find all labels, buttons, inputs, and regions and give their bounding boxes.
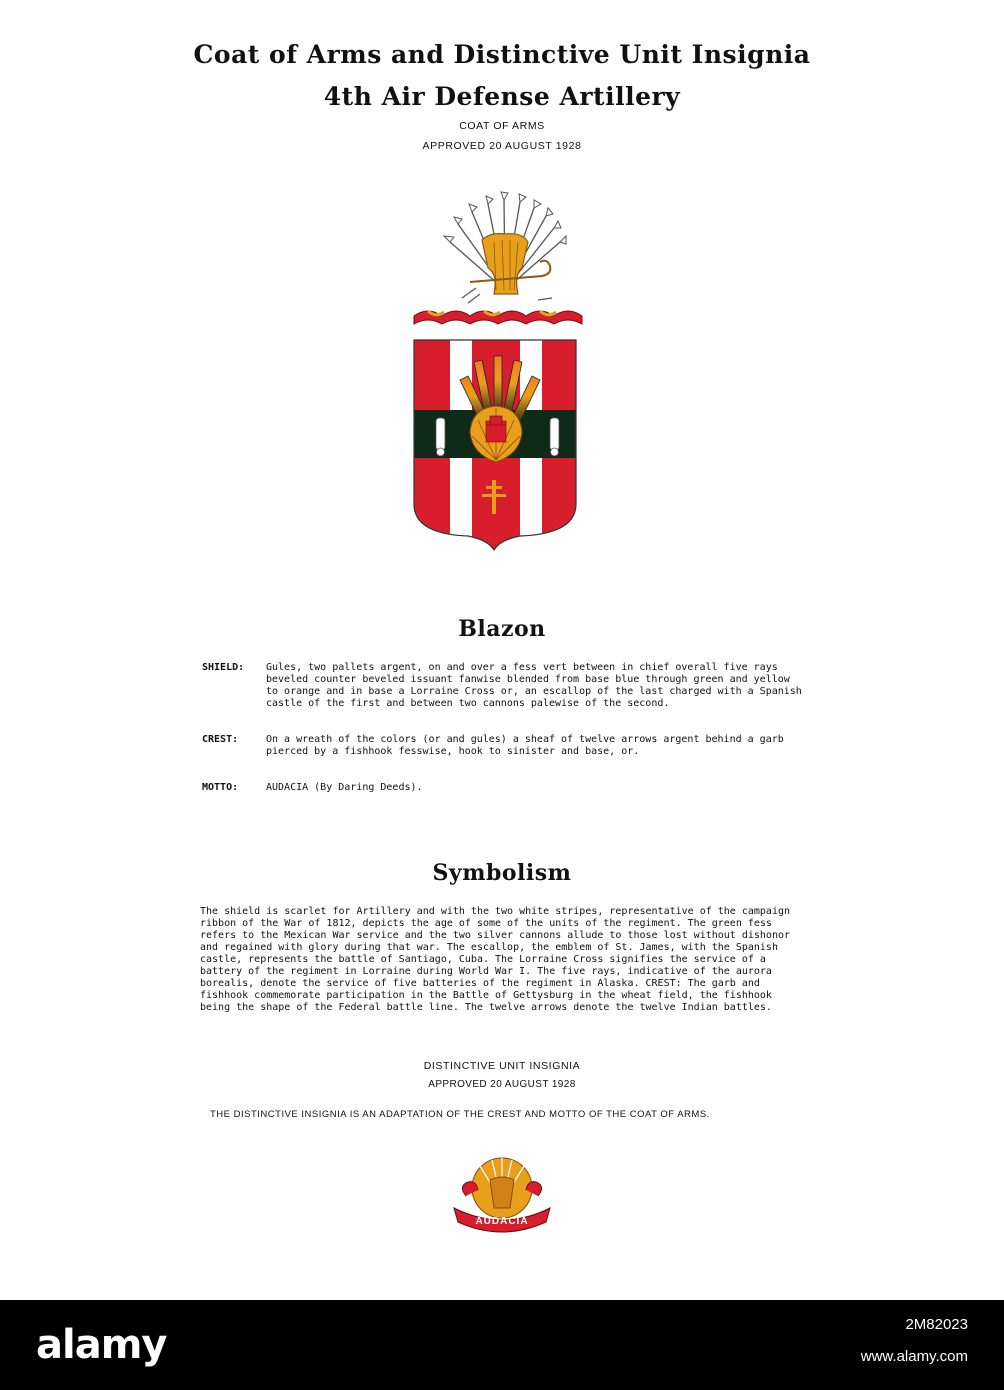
symbolism-heading: Symbolism [432, 860, 572, 886]
approval-date: APPROVED 20 AUGUST 1928 [422, 140, 582, 152]
insignia-illustration [446, 1150, 558, 1236]
cannon-right [550, 418, 559, 456]
symbolism-text: The shield is scarlet for Artillery and with the two white stripes, representative of the campaign ribbon of the War of 1812, depicts the age of some of the units of the regiment. The green fess refers to the Mexican War service and the two silver cannons allude to those lost without dishonor and regained with glory during that war. The escallop, the emblem of St. James, with the Spanish castle, represents the battle of Santiago, Cuba. The Lorraine Cross signifies the service of a battery of the regiment in Lorraine during World War I. The five rays, indicative of the aurora borealis, denote the service of five batteries of the regiment in Alaska. CREST: The garb and fishhook commemorate participation in the Battle of Gettysburg in the wheat field, the fishhook being the shape of the Federal battle line. The twelve arrows denote the twelve Indian battles. [200, 906, 791, 1013]
cannon-left [436, 418, 445, 456]
dui-approval-date: APPROVED 20 AUGUST 1928 [428, 1079, 576, 1090]
brand-logo: alamy [36, 1322, 167, 1368]
crest-description: On a wreath of the colors (or and gules) a sheaf of twelve arrows argent behind a garb pierced by a fishhook fesswise, hook to sinister and base, or. [266, 734, 784, 757]
unit-title: 4th Air Defense Artillery [323, 82, 681, 111]
page-title: Coat of Arms and Distinctive Unit Insignia [193, 40, 811, 69]
section-label: COAT OF ARMS [459, 120, 545, 132]
dui-heading: DISTINCTIVE UNIT INSIGNIA [423, 1060, 581, 1072]
image-id: 2M82023 [905, 1316, 968, 1333]
dui-note: THE DISTINCTIVE INSIGNIA IS AN ADAPTATION OF THE CREST AND MOTTO OF THE COAT OF ARMS. [210, 1109, 710, 1120]
shield-label: SHIELD: [202, 662, 245, 673]
motto-label: MOTTO: [202, 782, 239, 793]
watermark-footer [0, 1300, 1004, 1390]
garb [482, 234, 528, 294]
blazon-heading: Blazon [458, 616, 546, 642]
motto-description: AUDACIA (By Daring Deeds). [266, 782, 423, 793]
brand-url: www.alamy.com [860, 1348, 968, 1365]
shield-illustration [410, 336, 590, 556]
shield-description: Gules, two pallets argent, on and over a fess vert between in chief overall five rays beveled counter beveled issuant fanwise blended from base blue through green and yellow to orange and in base a Lorraine Cross or, an escallop of the last charged with a Spanish castle of the first and between two cannons palewise of the second. [266, 662, 802, 709]
crest-illustration [410, 190, 590, 330]
crest-label: CREST: [202, 734, 239, 745]
insignia-motto: AUDACIA [475, 1216, 529, 1227]
